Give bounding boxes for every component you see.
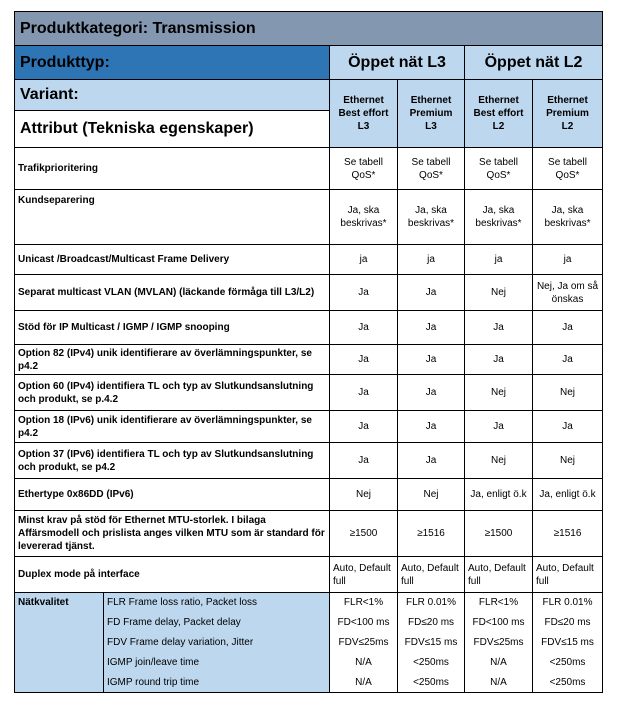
variant-col	[398, 80, 465, 148]
variant-line: L2	[561, 121, 574, 132]
network-quality-value: <250ms	[533, 673, 603, 693]
network-quality-value: N/A	[330, 653, 398, 673]
attribute-value: Ja	[330, 275, 398, 311]
network-quality-row	[15, 673, 603, 693]
attribute-value: Ja	[398, 345, 465, 375]
variant-line: Premium	[546, 108, 589, 119]
attribute-row	[15, 443, 603, 479]
attribute-label: Attribut (Tekniska egenskaper)	[15, 111, 330, 148]
attribute-value: Se tabell QoS*	[398, 148, 465, 190]
attribute-row	[15, 479, 603, 511]
attribute-value: Nej	[533, 375, 603, 411]
variant-line: L3	[425, 121, 437, 132]
attribute-value: Auto, Default full	[533, 557, 603, 593]
attribute-name: Option 18 (IPv6) unik identifierare av överlämningspunkter, se p4.2	[15, 411, 330, 443]
attribute-value: Nej	[398, 479, 465, 511]
attribute-value: Ja	[398, 375, 465, 411]
network-quality-value: <250ms	[533, 653, 603, 673]
network-quality-value: FDV≤25ms	[330, 633, 398, 653]
category-title: Produktkategori: Transmission	[15, 12, 603, 46]
attribute-name: Unicast /Broadcast/Multicast Frame Delivery	[15, 245, 330, 275]
network-quality-value: <250ms	[398, 653, 465, 673]
attribute-value: ≥1516	[398, 511, 465, 557]
network-quality-value: <250ms	[398, 673, 465, 693]
attribute-name: Stöd för IP Multicast / IGMP / IGMP snooping	[15, 311, 330, 345]
network-quality-value: FD≤20 ms	[533, 613, 603, 633]
attribute-name: Option 60 (IPv4) identifiera TL och typ av Slutkundsanslutning och produkt, se p.4.2	[15, 375, 330, 411]
attribute-name: Option 82 (IPv4) unik identifierare av överlämningspunkter, se p4.2	[15, 345, 330, 375]
variant-line: Premium	[409, 108, 453, 119]
network-quality-metric: FLR Frame loss ratio, Packet loss	[104, 593, 330, 613]
attribute-name: Separat multicast VLAN (MVLAN) (läckande förmåga till L3/L2)	[15, 275, 330, 311]
network-quality-value: FD<100 ms	[465, 613, 533, 633]
attribute-value: Ja	[330, 443, 398, 479]
network-quality-value: FD≤20 ms	[398, 613, 465, 633]
network-quality-value: FDV≤15 ms	[533, 633, 603, 653]
attribute-name: Minst krav på stöd för Ethernet MTU-storlek. I bilaga Affärsmodell och prislista anges vilken MTU som är standard för levererad tjänst.	[15, 511, 330, 557]
attribute-value: Se tabell QoS*	[330, 148, 398, 190]
variant-col	[533, 80, 603, 148]
attribute-name: Ethertype 0x86DD (IPv6)	[15, 479, 330, 511]
attribute-value: ≥1500	[330, 511, 398, 557]
network-quality-metric: FDV Frame delay variation, Jitter	[104, 633, 330, 653]
network-quality-metric: IGMP round trip time	[104, 673, 330, 693]
attribute-row	[15, 148, 603, 190]
attribute-row	[15, 511, 603, 557]
attribute-value: Nej	[330, 479, 398, 511]
variant-row	[15, 80, 603, 111]
network-quality-value: FLR<1%	[330, 593, 398, 613]
attribute-value: Ja	[465, 311, 533, 345]
network-quality-value: N/A	[465, 673, 533, 693]
product-type-l2: Öppet nät L2	[465, 46, 603, 80]
variant-line: Ethernet	[547, 95, 588, 106]
variant-line: Ethernet	[410, 95, 452, 106]
attribute-value: Nej	[465, 375, 533, 411]
network-quality-row	[15, 633, 603, 653]
network-quality-value: FLR 0.01%	[398, 593, 465, 613]
attribute-row	[15, 245, 603, 275]
attribute-value: Ja	[465, 411, 533, 443]
attribute-value: Ja, ska beskrivas*	[398, 190, 465, 245]
variant-line: Ethernet	[343, 95, 384, 106]
attribute-value: Ja	[330, 411, 398, 443]
attribute-value: ja	[398, 245, 465, 275]
network-quality-row	[15, 653, 603, 673]
attribute-value: Auto, Default full	[330, 557, 398, 593]
category-row	[15, 12, 603, 46]
attribute-value: Ja, ska beskrivas*	[330, 190, 398, 245]
network-quality-row	[15, 613, 603, 633]
attribute-value: Ja, ska beskrivas*	[533, 190, 603, 245]
attribute-row	[15, 411, 603, 443]
attribute-value: ja	[533, 245, 603, 275]
network-quality-label: Nätkvalitet	[15, 593, 104, 693]
network-quality-value: N/A	[465, 653, 533, 673]
attribute-value: Ja	[533, 411, 603, 443]
spec-table	[14, 11, 603, 693]
variant-col	[330, 80, 398, 148]
network-quality-value: FDV≤25ms	[465, 633, 533, 653]
attribute-name: Kundseparering	[15, 190, 330, 245]
network-quality-value: N/A	[330, 673, 398, 693]
attribute-value: Auto, Default full	[465, 557, 533, 593]
attribute-value: Ja, enligt ö.k	[465, 479, 533, 511]
product-spec-sheet	[14, 11, 602, 693]
attribute-value: Ja	[398, 311, 465, 345]
attribute-name: Duplex mode på interface	[15, 557, 330, 593]
attribute-value: Ja	[398, 443, 465, 479]
variant-col	[465, 80, 533, 148]
attribute-value: Ja, enligt ö.k	[533, 479, 603, 511]
attribute-value: Ja	[398, 275, 465, 311]
attribute-value: Ja	[533, 345, 603, 375]
attribute-row	[15, 275, 603, 311]
attribute-value: ja	[465, 245, 533, 275]
attribute-value: Se tabell QoS*	[533, 148, 603, 190]
attribute-value: Nej, Ja om så önskas	[533, 275, 603, 311]
attribute-value: ≥1500	[465, 511, 533, 557]
product-type-row	[15, 46, 603, 80]
attribute-row	[15, 375, 603, 411]
variant-line: Best effort	[473, 108, 524, 119]
attribute-value: ≥1516	[533, 511, 603, 557]
variant-line: Ethernet	[478, 95, 519, 106]
attribute-name: Option 37 (IPv6) identifiera TL och typ av Slutkundsanslutning och produkt, se p4.2	[15, 443, 330, 479]
attribute-value: Ja	[330, 311, 398, 345]
attribute-value: ja	[330, 245, 398, 275]
network-quality-metric: FD Frame delay, Packet delay	[104, 613, 330, 633]
attribute-value: Ja, ska beskrivas*	[465, 190, 533, 245]
network-quality-value: FLR 0.01%	[533, 593, 603, 613]
network-quality-metric: IGMP join/leave time	[104, 653, 330, 673]
attribute-name: Trafikprioritering	[15, 148, 330, 190]
attribute-value: Auto, Default full	[398, 557, 465, 593]
variant-label: Variant:	[15, 80, 330, 111]
attribute-row	[15, 190, 603, 245]
attribute-value: Ja	[398, 411, 465, 443]
network-quality-row	[15, 593, 603, 613]
network-quality-value: FLR<1%	[465, 593, 533, 613]
attribute-value: Ja	[330, 375, 398, 411]
attribute-value: Nej	[465, 275, 533, 311]
attribute-value: Se tabell QoS*	[465, 148, 533, 190]
attribute-row	[15, 345, 603, 375]
attribute-value: Ja	[465, 345, 533, 375]
network-quality-value: FDV≤15 ms	[398, 633, 465, 653]
network-quality-value: FD<100 ms	[330, 613, 398, 633]
variant-line: L3	[357, 121, 370, 132]
attribute-value: Ja	[533, 311, 603, 345]
attribute-value: Nej	[465, 443, 533, 479]
product-type-label: Produkttyp:	[15, 46, 330, 80]
attribute-value: Nej	[533, 443, 603, 479]
attribute-value: Ja	[330, 345, 398, 375]
variant-line: L2	[492, 121, 505, 132]
attribute-row	[15, 311, 603, 345]
product-type-l3: Öppet nät L3	[330, 46, 465, 80]
attribute-row	[15, 557, 603, 593]
variant-line: Best effort	[338, 108, 389, 119]
